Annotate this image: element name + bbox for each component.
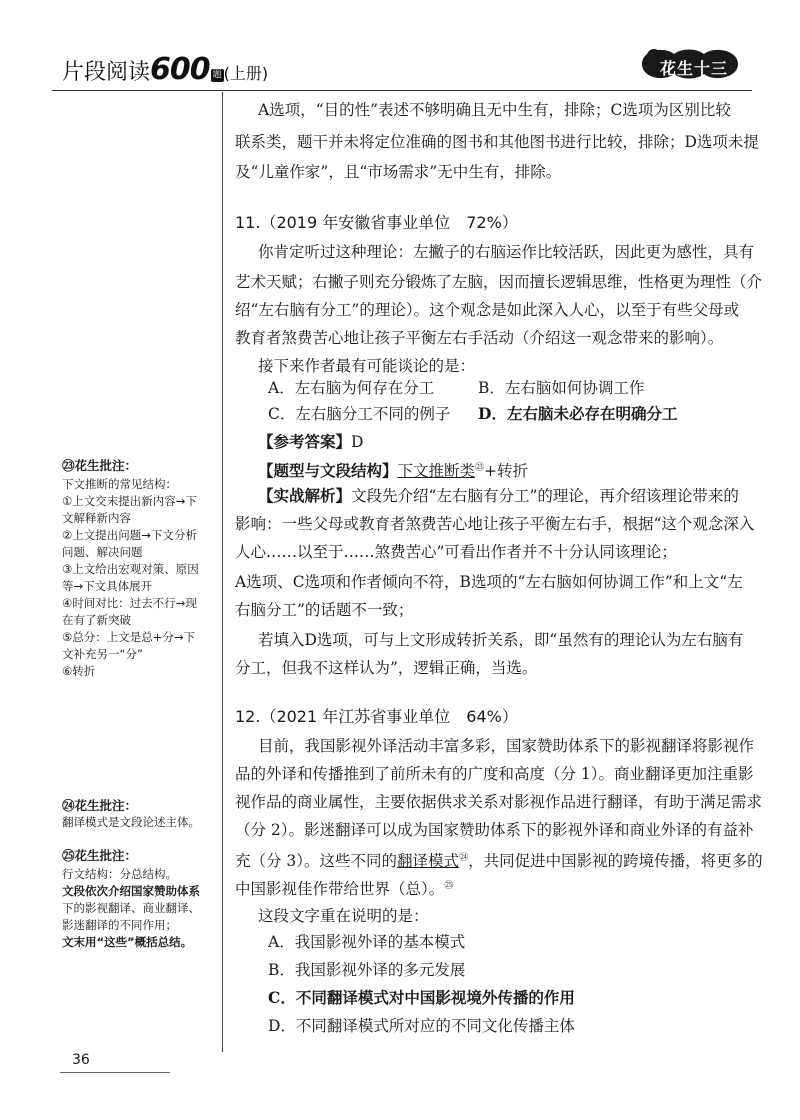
note-23-title: ㉓花生批注： (62, 458, 138, 473)
q12-option-c[interactable]: C．不同翻译模式对中国影视境外传播的作用 (268, 988, 575, 1007)
q12-stem: 这段文字重在说明的是： (258, 907, 429, 925)
passage-text: 充（分 3）。这些不同的 (235, 852, 398, 871)
note-23-body (62, 476, 212, 680)
answer-label: 【参考答案】 (258, 432, 352, 451)
q12-passage-line-2: 品的外译和传播推到了前所未有的广度和高度（分 1）。商业翻译更加注重影 (235, 765, 754, 783)
q11-passage-line-4: 教育者煞费苦心地让孩子平衡左右手活动（介绍这一观念带来的影响）。 (235, 329, 724, 347)
note-line: ①上文交末提出新内容→下 (62, 494, 197, 508)
structure-tail: +转折 (484, 462, 529, 481)
title-badge: 题 (212, 70, 222, 80)
q12-passage-line-6 (235, 872, 453, 903)
note-line: 文补充另一“分” (62, 647, 143, 661)
note-line: ⑤总分：上文是总+分→下 (62, 630, 196, 644)
header-rule (52, 90, 752, 91)
passage-text: 中国影视佳作带给世界（总）。 (235, 880, 445, 899)
q11-structure (258, 456, 528, 483)
q11-analysis-line-3: 人心……以至于……煞费苦心”可看出作者并不十分认同该理论； (235, 543, 677, 561)
intro-line-1: A选项，“目的性”表述不够明确且无中生有，排除；C选项为区别比较 (258, 101, 731, 119)
analysis-text: 文段先介绍“左右脑有分工”的理论，再介绍该理论带来的 (351, 487, 739, 505)
q11-option-b[interactable]: B．左右脑如何协调工作 (478, 379, 645, 397)
note-24-body (62, 814, 212, 831)
q12-option-b[interactable]: B．我国影视外译的多元发展 (268, 961, 466, 979)
logo-text: 花生十三 (660, 59, 729, 78)
question-11-heading: 11.（2019 年安徽省事业单位 72%） (235, 213, 518, 232)
note-line: 在有了新突破 (62, 613, 131, 627)
title-prefix: 片段阅读 (62, 60, 151, 85)
note-24-title: ㉔花生批注： (62, 798, 138, 813)
note-line: 行文结构：分总结构。 (62, 867, 177, 881)
note-line: 文末用“这些”概括总结。 (62, 935, 193, 949)
q12-passage-line-3: 视作品的商业属性，主要依据供求关系对影视作品进行翻译，有助于满足需求 (235, 793, 763, 811)
note-mark-24[interactable]: ㉔ (459, 853, 469, 863)
passage-text: ，共同促进中国影视的跨境传播，将更多的 (468, 852, 763, 871)
footer-rule (60, 1072, 170, 1073)
intro-line-3: 及“儿童作家”，且“市场需求”无中生有，排除。 (235, 163, 562, 181)
q11-option-d[interactable]: D．左右脑未必存在明确分工 (478, 404, 678, 423)
note-line: ②上文提出问题→下文分析 (62, 528, 197, 542)
q11-analysis-line-4: A选项、C选项和作者倾向不符，B选项的“左右脑如何协调工作”和上文“左 (235, 573, 743, 591)
q12-passage-line-1: 目前，我国影视外译活动丰富多彩，国家赞助体系下的影视翻译将影视作 (258, 737, 755, 755)
q11-option-c[interactable]: C．左右脑分工不同的例子 (268, 405, 451, 423)
title-suffix: (上册) (223, 64, 269, 83)
note-line: 问题、解决问题 (62, 545, 143, 559)
question-12-heading: 12.（2021 年江苏省事业单位 64%） (235, 707, 518, 726)
q11-answer (258, 430, 363, 454)
q11-analysis-line-5: 右脑分工”的话题不一致； (235, 601, 414, 619)
q12-option-a[interactable]: A．我国影视外译的基本模式 (268, 933, 466, 951)
q11-passage-line-1: 你肯定听过这种理论：左撇子的右脑运作比较活跃，因此更为感性，具有 (258, 243, 755, 261)
q11-stem: 接下来作者最有可能谈论的是： (258, 357, 476, 375)
q11-passage-line-2: 艺术天赋；右撇子则充分锻炼了左脑，因而擅长逻辑思维，性格更为理性（介 (235, 273, 763, 291)
q11-analysis-line-7: 分工，但我不这样认为”，逻辑正确，当选。 (235, 659, 538, 677)
note-line: ④时间对比：过去不行→现 (62, 596, 197, 610)
translation-mode-term: 翻译模式 (397, 852, 460, 871)
q12-passage-line-5 (235, 844, 763, 875)
note-line: 文段依次介绍国家赞助体系 (62, 884, 200, 898)
q12-passage-line-4: （分 2）。影迷翻译可以成为国家赞助体系下的影视外译和商业外译的有益补 (235, 821, 754, 839)
q11-option-a[interactable]: A．左右脑为何存在分工 (268, 379, 435, 397)
note-line: 下的影视翻译、商业翻译、 (62, 901, 200, 915)
q11-analysis-line-2: 影响：一些父母或教育者煞费苦心地让孩子平衡左右手，根据“这个观念深入 (235, 515, 755, 533)
note-line: 影迷翻译的不同作用； (62, 918, 177, 932)
q11-analysis-line-6: 若填入D选项，可与上文形成转折关系，即“虽然有的理论认为左右脑有 (258, 631, 744, 649)
q12-option-d[interactable]: D．不同翻译模式所对应的不同文化传播主体 (268, 1017, 575, 1035)
note-line: 等→下文具体展开 (62, 579, 153, 593)
structure-label: 【题型与文段结构】 (258, 461, 398, 481)
book-title (62, 52, 268, 87)
answer-value: D (351, 433, 364, 451)
note-25-body (62, 866, 212, 951)
margin-rule (222, 92, 223, 1052)
q11-analysis-line-1 (258, 482, 739, 510)
analysis-label: 【实战解析】 (258, 486, 352, 505)
note-line: ⑥转折 (62, 664, 96, 678)
q11-passage-line-3: 绍“左右脑有分工”的理论）。这个观念是如此深入人心，以至于有些父母或 (235, 301, 740, 319)
structure-value: 下文推断类 (397, 462, 476, 481)
note-25-title: ㉕花生批注： (62, 848, 138, 863)
note-line: ③上文给出宏观对策、原因 (62, 562, 199, 576)
note-line: 下文推断的常见结构： (62, 477, 177, 491)
note-line: 文解释新内容 (62, 511, 131, 525)
note-mark-23[interactable]: ㉓ (475, 463, 485, 473)
intro-line-2: 联系类，题干并未将定位准确的图书和其他图书进行比较，排除；D选项未提 (235, 133, 759, 151)
page-number: 36 (72, 1052, 90, 1068)
note-line: 翻译模式是文段论述主体。 (62, 815, 200, 829)
note-mark-25[interactable]: ㉕ (444, 881, 454, 891)
title-number: 600 (150, 52, 210, 87)
